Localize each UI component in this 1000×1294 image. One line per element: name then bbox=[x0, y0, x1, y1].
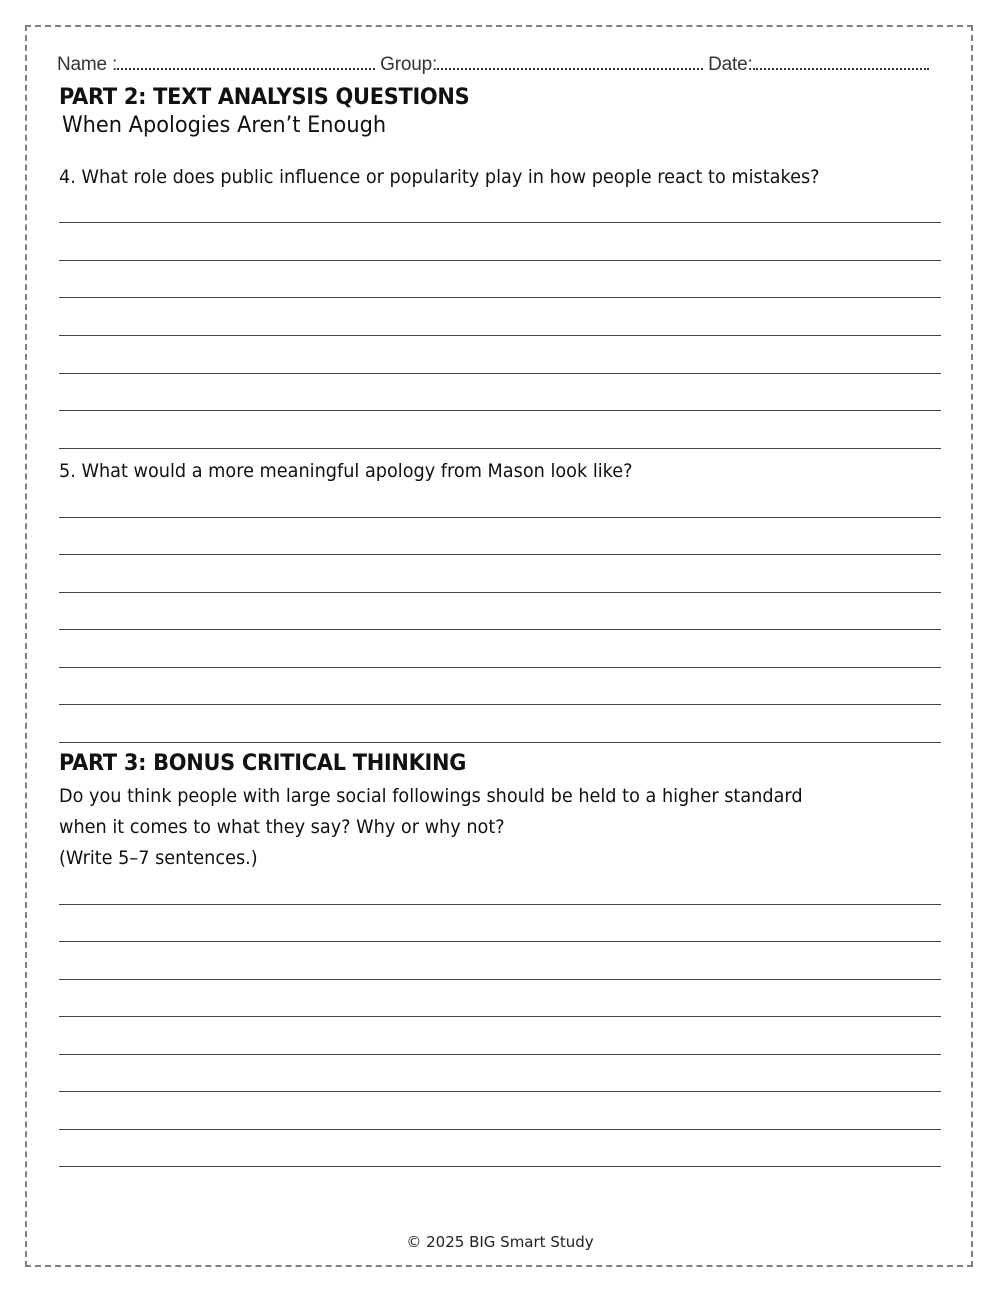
answer-line bbox=[59, 260, 941, 261]
group-field[interactable] bbox=[437, 54, 703, 70]
answer-line bbox=[59, 904, 941, 905]
part3-instruction: (Write 5–7 sentences.) bbox=[59, 847, 258, 869]
group-label: Group: bbox=[380, 54, 438, 75]
answer-line bbox=[59, 1129, 941, 1130]
answer-line bbox=[59, 629, 941, 630]
answer-line bbox=[59, 297, 941, 298]
answer-line bbox=[59, 335, 941, 336]
answer-line bbox=[59, 517, 941, 518]
answer-line bbox=[59, 704, 941, 705]
date-label: Date: bbox=[708, 54, 753, 75]
answer-line bbox=[59, 742, 941, 743]
name-label: Name : bbox=[57, 54, 118, 75]
answer-line bbox=[59, 554, 941, 555]
answer-line bbox=[59, 1166, 941, 1167]
answer-line bbox=[59, 222, 941, 223]
answer-line bbox=[59, 1091, 941, 1092]
copyright-footer: © 2025 BIG Smart Study bbox=[406, 1233, 594, 1251]
question-4: 4. What role does public influence or popularity play in how people react to mistakes? bbox=[59, 166, 820, 188]
student-info-header bbox=[57, 54, 929, 76]
name-field[interactable] bbox=[117, 54, 375, 70]
answer-line bbox=[59, 410, 941, 411]
answer-line bbox=[59, 1016, 941, 1017]
part3-title: PART 3: BONUS CRITICAL THINKING bbox=[59, 751, 467, 776]
answer-line bbox=[59, 1054, 941, 1055]
date-field[interactable] bbox=[753, 54, 929, 70]
answer-line bbox=[59, 667, 941, 668]
answer-line bbox=[59, 979, 941, 980]
question-5: 5. What would a more meaningful apology from Mason look like? bbox=[59, 460, 633, 482]
page-border bbox=[25, 25, 973, 1267]
part2-subtitle: When Apologies Aren’t Enough bbox=[62, 113, 387, 138]
answer-line bbox=[59, 448, 941, 449]
answer-line bbox=[59, 592, 941, 593]
answer-line bbox=[59, 373, 941, 374]
part2-title: PART 2: TEXT ANALYSIS QUESTIONS bbox=[59, 85, 470, 110]
answer-line bbox=[59, 941, 941, 942]
part3-prompt-line2: when it comes to what they say? Why or why not? bbox=[59, 816, 505, 838]
part3-prompt-line1: Do you think people with large social followings should be held to a higher standard bbox=[59, 785, 803, 807]
